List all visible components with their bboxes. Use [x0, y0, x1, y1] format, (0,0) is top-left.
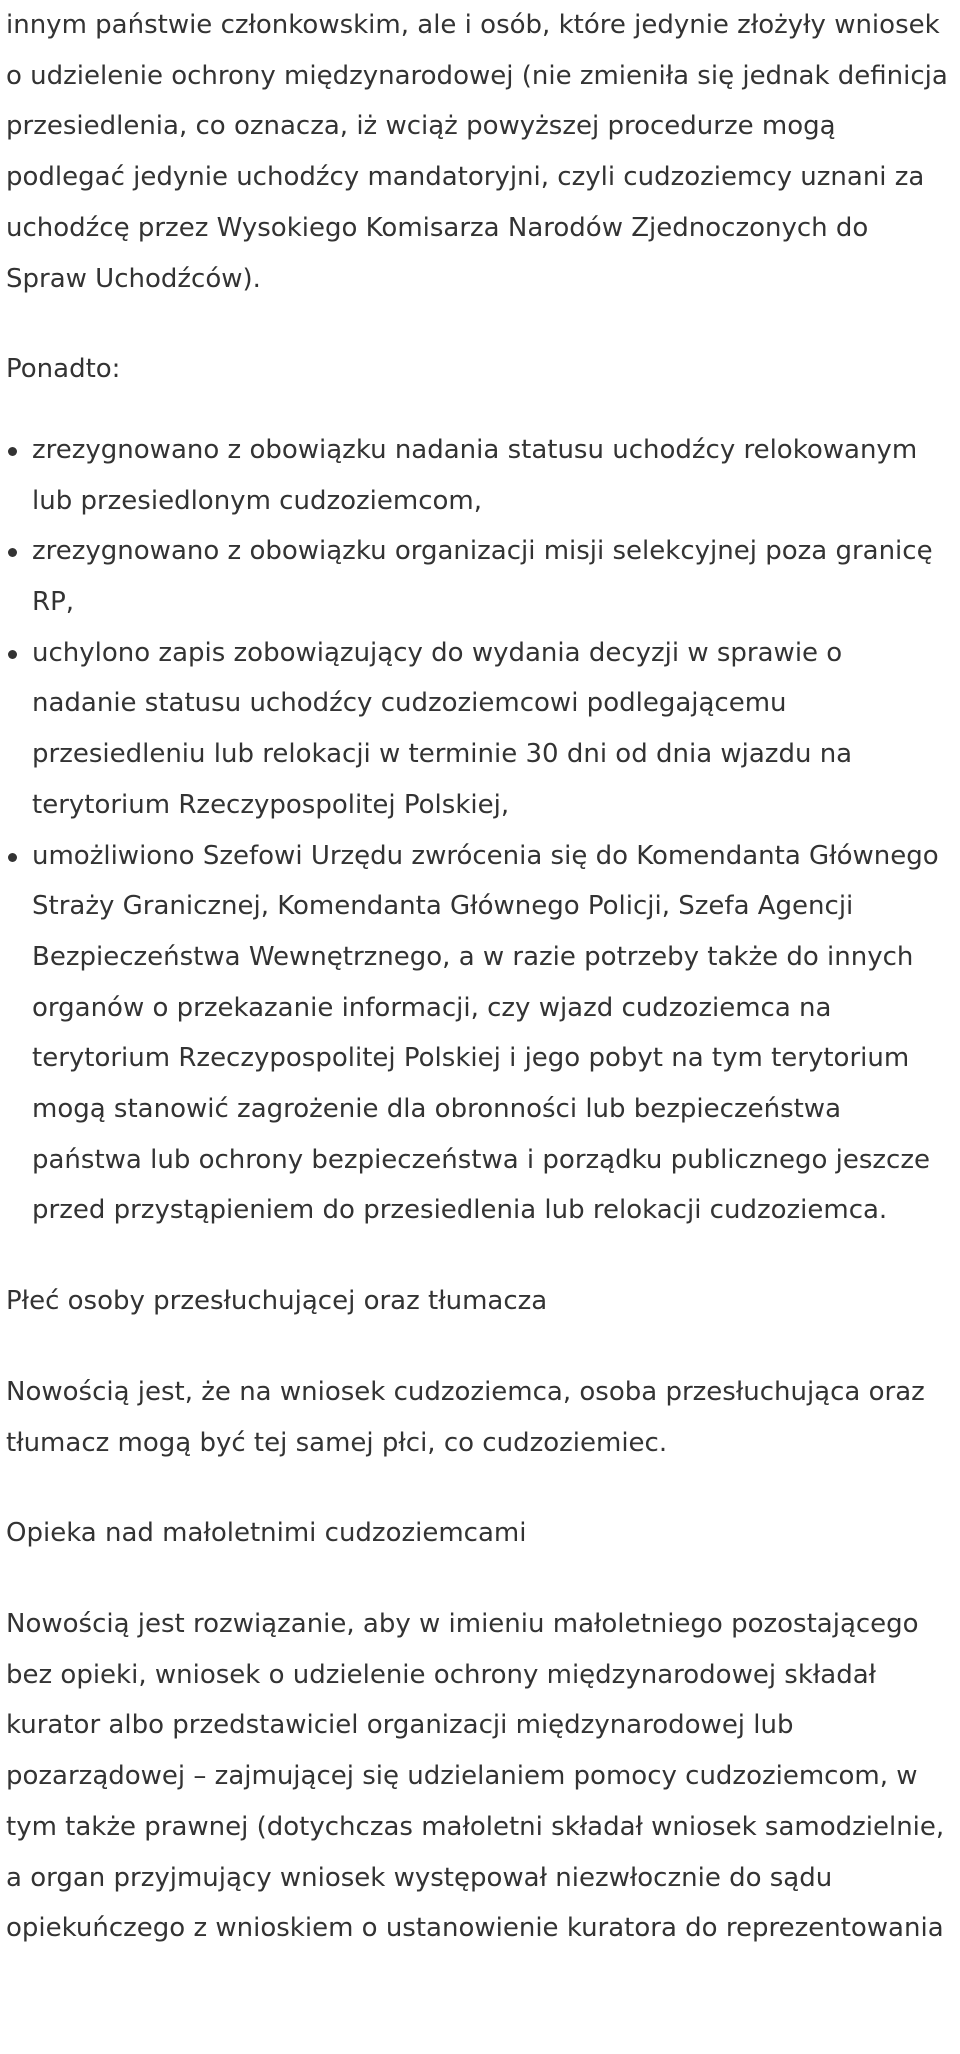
spacer [6, 1327, 954, 1367]
section-body-minors: Nowością jest rozwiązanie, aby w imieniu małoletniego pozostającego bez opieki, wniosek o udzielenie ochrony międzynarodowej składał kurator albo przedstawiciel organizacji międzynarodowej lub pozarządowej – zajmującej się udzielaniem pomocy cudzoziemcom, w tym także prawnej (dotychczas małoletni składał wniosek samodzielnie, a organ przyjmujący wniosek występował niezwłocznie do sądu opiekuńczego z wnioskiem o ustanowienie kuratora do reprezentowania [6, 1608, 945, 1944]
bullet-dot-icon [8, 548, 17, 557]
spacer [6, 1559, 954, 1599]
list-item-text: zrezygnowano z obowiązku organizacji misji selekcyjnej poza granicę RP, [32, 536, 933, 618]
section-body-gender: Nowością jest, że na wniosek cudzoziemca, osoba przesłuchująca oraz tłumacz mogą być tej samej płci, co cudzoziemiec. [6, 1376, 925, 1458]
bullet-dot-icon [8, 447, 17, 456]
list-item [32, 526, 954, 627]
spacer [6, 1236, 954, 1276]
list-item-text: umożliwiono Szefowi Urzędu zwrócenia się do Komendanta Głównego Straży Granicznej, Komendanta Głównego Policji, Szefa Agencji Bezpieczeństwa Wewnętrznego, a w razie potrzeby także do innych organów o przekazanie informacji, czy wjazd cudzoziemca na terytorium Rzeczypospolitej Polskiej i jego pobyt na tym terytorium mogą stanowić zagrożenie dla obronności lub bezpieczeństwa państwa lub ochrony bezpieczeństwa i porządku publicznego jeszcze przed przystąpieniem do przesiedlenia lub relokacji cudzoziemca. [32, 840, 939, 1226]
list-item-text: uchylono zapis zobowiązujący do wydania decyzji w sprawie o nadanie statusu uchodźcy cudzoziemcowi podlegającemu przesiedleniu lub relokacji w terminie 30 dni od dnia wjazdu na terytorium Rzeczypospolitej Polskiej, [32, 637, 853, 820]
list-item [32, 425, 954, 526]
list-item-text: zrezygnowano z obowiązku nadania statusu uchodźcy relokowanym lub przesiedlonym cudzoziemcom, [32, 434, 918, 516]
intro-paragraph: innym państwie członkowskim, ale i osób, które jedynie złożyły wniosek o udzielenie ochrony międzynarodowej (nie zmieniła się jednak definicja przesiedlenia, co oznacza, iż wciąż powyższej procedurze mogą podlegać jedynie uchodźcy mandatoryjni, czyli cudzoziemcy uznani za uchodźcę przez Wysokiego Komisarza Narodów Zjednoczonych do Spraw Uchodźców). [6, 10, 948, 294]
section-heading-gender: Płeć osoby przesłuchującej oraz tłumacza [6, 1286, 548, 1317]
list-item [32, 831, 954, 1237]
spacer [6, 304, 954, 344]
ponadto-label: Ponadto: [6, 354, 121, 385]
spacer [6, 1468, 954, 1508]
bullet-dot-icon [8, 853, 17, 862]
spacer [6, 395, 954, 425]
section-heading-minors: Opieka nad małoletnimi cudzoziemcami [6, 1518, 527, 1549]
bullet-list [6, 425, 954, 1236]
bullet-dot-icon [8, 650, 17, 659]
list-item [32, 628, 954, 831]
